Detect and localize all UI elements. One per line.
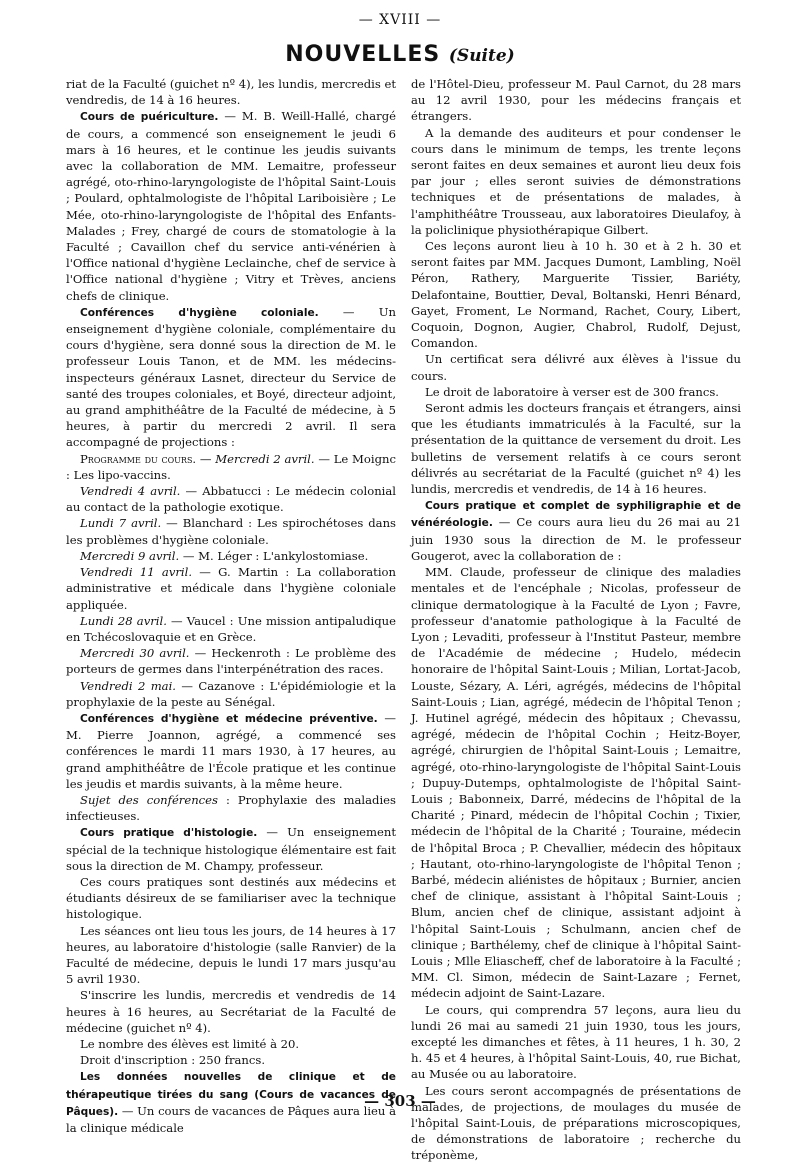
paragraph-text: — Un enseignement d'hygiène coloniale, complémentaire du cours d'hygiène, sera donné sous la direction de M. le professeur Louis Tanon, et de MM. les médecins-inspecteurs généraux Lasnet, directeur du Service de santé des troupes coloniales, et Boyé, directeur adjoint, au grand amphithéâtre de la Faculté de médecine, à 5 heures, à partir du mercredi 2 avril. Il sera accompagné de projections : — [66, 304, 396, 450]
paragraph-puericulture — [66, 108, 396, 303]
program-date: — Mercredi 2 avril. — [196, 451, 315, 466]
program-date: Lundi 28 avril. — [80, 613, 167, 628]
program-entry — [66, 548, 396, 564]
section-heading: Cours de puériculture. — [80, 111, 219, 124]
paragraph: MM. Claude, professeur de clinique des maladies mentales et de l'encéphale ; Nicolas, professeur de clinique dermatologique à la Faculté de Lyon ; Favre, professeur d'anatomie pathologique à la Faculté de Lyon ; Levaditi, professeur à l'Institut Pasteur, membre de l'Académie de médecine ; Hudelo, médecin honoraire de l'hôpital Saint-Louis ; Milian, Lortat-Jacob, Louste, Sézary, A. Léri, agrégés, médecins de l'hôpital Saint-Louis ; Lian, agrégé, médecin de l'hôpital Tenon ; J. Hutinel agrégé, médecin des hôpitaux ; Chevassu, agrégé, médecin de l'hôpital Cochin ; Heitz-Boyer, agrégé, chirurgien de l'hôpital Saint-Louis ; Lemaitre, agrégé, oto-rhino-laryngologiste de l'hôpital Saint-Louis ; Dupuy-Dutemps, ophtalmologiste de l'hôpital Saint-Louis ; Babonneix, Darré, médecins de l'hôpital de la Charité ; Pinard, médecin de l'hôpital Cochin ; Tixier, médecin de l'hôpital de la Charité ; Touraine, médecin de l'hôpital Broca ; P. Chevallier, médecin des hôpitaux ; Hautant, oto-rhino-laryngologiste de l'hôpital Tenon ; Barbé, médecin aliénistes de hôpitaux ; Burnier, ancien chef de clinique, assistant à l'hôpital Saint-Louis ; Blum, ancien chef de clinique, assistant adjoint à l'hôpital Saint-Louis ; Schulmann, ancien chef de clinique ; Barthélemy, chef de clinique à l'hôpital Saint-Louis ; Mlle Eliascheff, chef de laboratoire à la Faculté ; MM. Cl. Simon, médecin de Saint-Lazare ; Fernet, médecin adjoint de Saint-Lazare. — [411, 565, 741, 1001]
program-entry — [66, 483, 396, 515]
program-entry — [66, 678, 396, 710]
paragraph: Le droit de laboratoire à verser est de 300 francs. — [425, 384, 719, 399]
section-heading: Cours pratique d'histologie. — [80, 827, 258, 840]
paragraph: Seront admis les docteurs français et étrangers, ainsi que les étudiants immatriculés à la Faculté, sur la présentation de la quittance de versement du droit. Les bulletins de versement relatifs à ce cours seront délivrés au secrétariat de la Faculté (guichet nº 4) les lundis, mercredis et vendredis, de 14 à 16 heures. — [411, 401, 741, 497]
paragraph-text: — Un enseignement spécial de la technique histologique élémentaire est fait sous la direction de M. Champy, professeur. — [66, 825, 396, 873]
paragraph: Un certificat sera délivré aux élèves à l'issue du cours. — [411, 352, 741, 383]
program-date: Lundi 7 avril. — [80, 516, 162, 531]
program-date: Vendredi 11 avril. — [80, 565, 193, 580]
paragraph-text: — Ce cours aura lieu du 26 mai au 21 juin 1930 sous la direction de M. le professeur Gougerot, avec la collaboration de : — [411, 515, 741, 563]
program-text: — Abbatucci : Le médecin colonial au contact de la pathologie exotique. — [66, 484, 396, 515]
section-heading: Les données nouvelles de clinique et de thérapeutique tirées du sang (Cours de vacances de Pâques). — [66, 1071, 396, 1118]
subject-label: Sujet des conférences — [80, 792, 218, 807]
paragraph-syphiligraphie — [411, 497, 741, 564]
program-text: — G. Martin : La collaboration administrative et médicale dans l'hygiène coloniale appliquée. — [66, 565, 396, 612]
section-heading: Cours pratique et complet de syphiligraphie et de vénéréologie. — [411, 500, 741, 530]
paragraph-text: : Prophylaxie des maladies infectieuses. — [66, 792, 396, 824]
program-heading: Programme du cours. — [80, 451, 197, 466]
program-text: — Vaucel : Une mission antipaludique en Tchécoslovaquie et en Grèce. — [66, 613, 396, 644]
paragraph: Les séances ont lieu tous les jours, de 14 heures à 17 heures, au laboratoire d'histologie (salle Ranvier) de la Faculté de médecine, depuis le lundi 17 mars jusqu'au 5 avril 1930. — [66, 923, 396, 987]
paragraph-text: — M. Pierre Joannon, agrégé, a commencé ses conférences le mardi 11 mars 1930, à 17 heures, au grand amphithéâtre de l'École pratique et les continue les jeudis et mardis suivants, à la même heure. — [66, 710, 397, 791]
paragraph-text: — Un cours de vacances de Pâques aura lieu à la clinique médicale — [66, 1103, 396, 1135]
program-date: Vendredi 2 mai. — [80, 678, 176, 693]
left-column — [66, 76, 396, 1136]
page-number: — 303 — — [364, 1092, 436, 1110]
program-date: Mercredi 9 avril. — [80, 548, 180, 563]
program-text: — Le Moignc : Les lipo-vaccins. — [66, 451, 396, 482]
program-date: Vendredi 4 avril. — [80, 484, 181, 499]
paragraph-sujet — [66, 792, 396, 824]
program-entry — [66, 613, 396, 645]
section-heading: Conférences d'hygiène et médecine préventive. — [80, 712, 378, 725]
paragraph: Les cours seront accompagnés de présentations de malades, de projections, de moulages du musée de l'hôpital Saint-Louis, de préparations microscopiques, de démonstrations de laboratoire ; recherche du tréponème, — [411, 1083, 741, 1163]
program-text: — Blanchard : Les spirochétoses dans les problèmes d'hygiène coloniale. — [66, 516, 397, 547]
paragraph: riat de la Faculté (guichet nº 4), les lundis, mercredis et vendredis, de 14 à 16 heures. — [66, 77, 396, 108]
page-title — [0, 42, 800, 67]
program-text: — Heckenroth : Le problème des porteurs de germes dans l'interpénétration des races. — [66, 646, 396, 677]
paragraph: A la demande des auditeurs et pour condenser le cours dans le minimum de temps, les trente leçons seront faites en deux semaines et auront lieu deux fois par jour ; elles seront suivies de démonstrations techniques et de présentations de malades, à l'amphithéâtre Trousseau, aux laboratoires Dieulafoy, à la policlinique physiothérapique Gilbert. — [411, 125, 741, 237]
paragraph-histologie — [66, 824, 396, 874]
paragraph: Le cours, qui comprendra 57 leçons, aura lieu du lundi 26 mai au samedi 21 juin 1930, tous les jours, excepté les dimanches et fêtes, à 11 heures, 1 h. 30, 2 h. 45 et 4 heures, à l'hôpital Saint-Louis, 40, rue Bichat, au Musée ou au laboratoire. — [411, 1002, 741, 1082]
program-entry — [66, 451, 396, 483]
paragraph: Le nombre des élèves est limité à 20. — [80, 1036, 300, 1051]
paragraph-hygiene-coloniale — [66, 304, 396, 451]
title-suffix: (Suite) — [448, 46, 515, 66]
paragraph: Ces leçons auront lieu à 10 h. 30 et à 2 h. 30 et seront faites par MM. Jacques Dumont, Lambling, Noël Péron, Rathery, Marguerite Tissier, Bariéty, Delafontaine, Bouttier, Deval, Boltanski, Henri Bénard, Gayet, Froment, Le Normand, Rachet, Coury, Libert, Coquoin, Dognon, Augier, Chabrol, Rudolf, Dejust, Comandon. — [411, 239, 741, 351]
section-heading: Conférences d'hygiène coloniale. — [80, 306, 319, 319]
program-entry — [66, 515, 396, 547]
program-date: Mercredi 30 avril. — [80, 646, 190, 661]
paragraph-medecine-preventive — [66, 710, 396, 792]
paragraph: Droit d'inscription : 250 francs. — [80, 1053, 266, 1068]
program-text: — Cazanove : L'épidémiologie et la prophylaxie de la peste au Sénégal. — [66, 678, 396, 709]
right-column — [411, 76, 741, 1164]
program-text: — M. Léger : L'ankylostomiase. — [179, 548, 369, 563]
program-entry — [66, 564, 396, 613]
paragraph: Ces cours pratiques sont destinés aux médecins et étudiants désireux de se familiariser avec la technique histologique. — [66, 874, 396, 922]
paragraph: S'inscrire les lundis, mercredis et vendredis de 14 heures à 16 heures, au Secrétariat de la Faculté de médecine (guichet nº 4). — [66, 988, 396, 1035]
title-main: NOUVELLES — [285, 42, 441, 67]
paragraph: de l'Hôtel-Dieu, professeur M. Paul Carnot, du 28 mars au 12 avril 1930, pour les médecins français et étrangers. — [411, 77, 741, 124]
page-roman-numeral: — XVIII — — [358, 12, 442, 28]
program-entry — [66, 645, 396, 677]
paragraph-text: — M. B. Weill-Hallé, chargé de cours, a commencé son enseignement le jeudi 6 mars à 16 heures, et le continue les jeudis suivants avec la collaboration de MM. Lemaitre, professeur agrégé, oto-rhino-laryngologiste de l'hôpital Saint-Louis ; Poulard, ophtalmologiste de l'hôpital Lariboisière ; Le Mée, oto-rhino-laryngologiste de l'hôpital des Enfants-Malades ; Frey, chargé de cours de stomatologie à la Faculté ; Cavaillon chef du service anti-vénérien à l'Office national d'hygiène Leclainche, chef de service à l'Office national d'hygiène ; Vitry et Trèves, anciens chefs de clinique. — [66, 109, 396, 303]
